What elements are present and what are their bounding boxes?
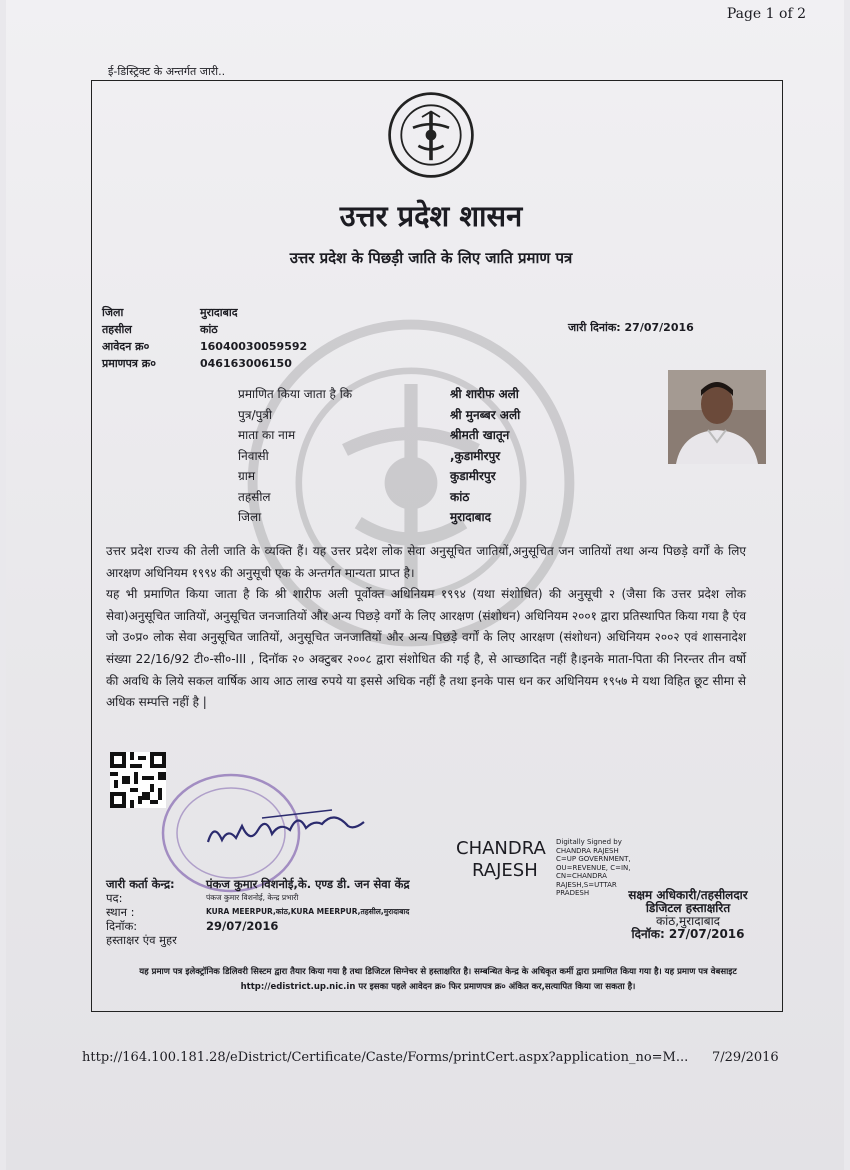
cert-value: ,कुडामीरपुर xyxy=(450,448,501,463)
page-number: Page 1 of 2 xyxy=(726,6,806,22)
authority-title: सक्षम अधिकारी/तहसीलदार xyxy=(628,888,748,902)
body-paragraph-1: उत्तर प्रदेश राज्य की तेली जाति के व्यक्ति हैं। यह उत्तर प्रदेश लोक सेवा अनुसूचित जातियों,अनुसूचित जन जातियों तथा अन्य पिछड़े वर्गों के लिए आरक्षण अधिनियम १९९४ की अनुसूची एक के अन्तर्गत मान्यता प्राप्त है। xyxy=(106,544,746,580)
issuer-value: पंकज कुमार विशनोई, केन्द्र प्रभारी xyxy=(206,893,299,902)
certification-block xyxy=(238,384,558,528)
issue-date: जारी दिनांक: 27/07/2016 xyxy=(568,321,694,334)
cert-value: कांठ xyxy=(450,489,470,504)
issuer-value: 29/07/2016 xyxy=(206,919,279,933)
digital-signer-name xyxy=(456,838,546,882)
cert-label: तहसील xyxy=(238,489,271,504)
cert-value: श्रीमती खातून xyxy=(450,428,510,442)
cert-label: माता का नाम xyxy=(238,428,296,442)
detail-value: 046163006150 xyxy=(200,357,292,370)
cert-row xyxy=(238,466,558,487)
cert-value: कुडामीरपुर xyxy=(450,469,496,483)
cert-label: निवासी xyxy=(238,448,269,463)
detail-value: कांठ xyxy=(200,323,218,336)
cert-row xyxy=(238,487,558,508)
print-url: http://164.100.181.28/eDistrict/Certificate/Caste/Forms/printCert.aspx?application_no=M... xyxy=(82,1050,689,1065)
detail-value: 16040030059592 xyxy=(200,340,308,353)
authority-signed: डिजिटल हस्ताक्षरित xyxy=(645,901,731,915)
cert-row xyxy=(238,405,558,426)
cert-row xyxy=(238,507,558,528)
certificate-sheet xyxy=(6,0,844,1170)
certificate-subtitle: उत्तर प्रदेश के पिछड़ी जाति के लिए जाति प्रमाण पत्र xyxy=(289,249,573,267)
body-paragraph-2: यह भी प्रमाणित किया जाता है कि श्री शारीफ अली पूर्वोक्त अधिनियम १९९४ (यथा संशोधित) की अनुसूची २ (जैसा कि उत्तर प्रदेश लोक सेवा)अनुसूचित जातियों, अनुसूचित जनजातियों और अन्य पिछड़े वर्गों के लिए आरक्षण (संशोधन) अधिनियम २००१ द्वारा प्रतिस्थापित किया गया है एंव जो उ०प्र० लोक सेवा अनुसूचित जातियों, अनुसूचित जनजातियों और अन्य पिछड़े वर्गों के लिए आरक्षण (संशोधन) अधिनियम २००२ एवं शासनादेश संख्या 22/16/92 टी०-सी०-III , दिनॉक २० अक्टुबर २००८ द्वारा संशोधित की गई है, से आच्छादित नहीं है।इनके माता-पिता की निरन्तर तीन वर्षो की अवधि के लिये सकल वार्षिक आय आठ लाख रुपये या इससे अधिक नहीं है तथा इनके पास धन कर अधिनियम १९५७ मे यथा विहित छूट सीमा से अधिक सम्पत्ति नहीं है | xyxy=(106,587,746,710)
detail-label: आवेदन क्र० xyxy=(102,340,150,353)
cert-label: प्रमाणित किया जाता है कि xyxy=(238,387,353,401)
cert-value: श्री मुनब्बर अली xyxy=(450,407,521,422)
cert-row xyxy=(238,384,558,405)
applicant-photo xyxy=(668,370,766,464)
signer-last-name: RAJESH xyxy=(472,860,538,881)
issuer-label: पद: xyxy=(106,891,123,905)
cert-label: पुत्र/पुत्री xyxy=(238,407,273,422)
cert-value: श्री शारीफ अली xyxy=(450,387,519,401)
signature-icon xyxy=(202,800,372,860)
digital-signature-details: Digitally Signed by CHANDRA RAJESH C=UP GOVERNMENT, OU=REVENUE, C=IN, CN=CHANDRA RAJESH,S=UTTAR PRADESH xyxy=(556,838,631,897)
page-title: उत्तर प्रदेश शासन xyxy=(339,199,523,233)
issuer-label: हस्ताक्षर एंव मुहर xyxy=(106,933,177,947)
verification-note: यह प्रमाण पत्र इलेक्ट्रॉनिक डिलिवरी सिस्टम द्वारा तैयार किया गया है तथा डिजिटल सिग्नेचर से हस्ताक्षरित है। सम्बन्धित केन्द्र के अधिकृत कर्मी द्वारा प्रमाणित किया गया है। यह प्रमाण पत्र वेबसाइट http://edistrict.up.nic.in पर इसका पहले आवेदन क्र० फिर प्रमाणपत्र क्र० अंकित कर,सत्यापित किया जा सकता है। xyxy=(139,967,737,992)
edistrict-note: ई-डिस्ट्रिक्ट के अन्तर्गत जारी.. xyxy=(108,65,226,78)
detail-label: तहसील xyxy=(102,323,132,336)
issuer-value: पंकज कुमार विशनोई,के. एण्ड डी. जन सेवा केंद्र xyxy=(206,877,410,891)
up-government-emblem-icon xyxy=(386,90,476,180)
cert-value: मुरादाबाद xyxy=(450,510,492,524)
issuer-label: जारी कर्ता केन्द्र: xyxy=(106,877,175,891)
issuer-label: स्थान : xyxy=(106,905,135,919)
signer-first-name: CHANDRA xyxy=(456,838,546,859)
certificate-body xyxy=(106,541,746,714)
cert-row xyxy=(238,425,558,446)
authority-date: दिनॉक: 27/07/2016 xyxy=(631,927,745,941)
authority-block xyxy=(588,889,788,941)
detail-label: जिला xyxy=(102,306,124,319)
authority-location: कांठ,मुरादाबाद xyxy=(655,914,721,928)
cert-label: ग्राम xyxy=(238,469,256,483)
detail-label: प्रमाणपत्र क्र० xyxy=(102,357,156,370)
issuer-value: KURA MEERPUR,कांठ,KURA MEERPUR,तहसील,मुरादाबाद xyxy=(206,907,410,916)
cert-row xyxy=(238,446,558,467)
issuer-label: दिनॉक: xyxy=(106,919,138,933)
cert-label: जिला xyxy=(238,510,262,524)
detail-value: मुरादाबाद xyxy=(200,306,238,319)
print-date: 7/29/2016 xyxy=(712,1050,779,1065)
